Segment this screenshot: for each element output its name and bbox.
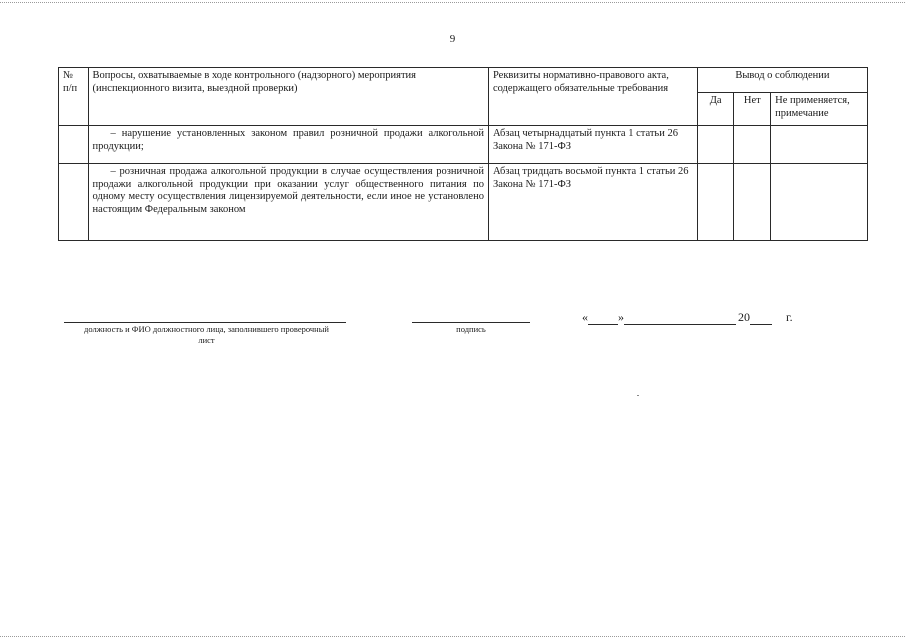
date-year-prefix: 20 (738, 310, 750, 324)
date-year-field[interactable] (750, 312, 772, 325)
header-num: № п/п (59, 68, 89, 126)
row-requisites: Абзац тридцать восьмой пункта 1 статьи 26 Закона № 171-ФЗ (488, 164, 697, 241)
table-row (59, 126, 868, 164)
position-line[interactable] (64, 322, 346, 323)
row-no-cell[interactable] (734, 126, 771, 164)
row-requisites: Абзац четырнадцатый пункта 1 статьи 26 Закона № 171-ФЗ (488, 126, 697, 164)
header-na: Не применяется, примечание (771, 93, 868, 126)
date-day-field[interactable] (588, 312, 618, 325)
date-year-suffix: г. (786, 310, 793, 324)
date-close-quote: » (618, 310, 624, 324)
table-header-row (59, 68, 868, 93)
row-no-cell[interactable] (734, 164, 771, 241)
bottom-scan-edge (0, 636, 905, 637)
position-caption: должность и ФИО должностного лица, заполнившего проверочный лист (84, 324, 329, 345)
signature-caption: подпись (456, 324, 486, 334)
date-open-quote: « (582, 310, 588, 324)
row-question: – нарушение установленных законом правил розничной продажи алкогольной продукции; (88, 126, 488, 164)
header-question: Вопросы, охватываемые в ходе контрольного (надзорного) мероприятия (инспекционного визита, выездной проверки) (88, 68, 488, 126)
page-number: 9 (449, 33, 456, 45)
signature-line[interactable] (412, 322, 530, 323)
row-na-cell[interactable] (771, 126, 868, 164)
date-line (582, 310, 793, 325)
row-num-cell (59, 164, 89, 241)
row-yes-cell[interactable] (697, 164, 734, 241)
checklist-table (58, 67, 868, 241)
row-na-cell[interactable] (771, 164, 868, 241)
table-row (59, 164, 868, 241)
date-month-field[interactable] (624, 312, 736, 325)
row-num-cell (59, 126, 89, 164)
header-no: Нет (734, 93, 771, 126)
header-yes: Да (697, 93, 734, 126)
header-requisites: Реквизиты нормативно-правового акта, содержащего обязательные требования (488, 68, 697, 126)
scan-speck (637, 395, 639, 396)
header-conclusion: Вывод о соблюдении (697, 68, 867, 93)
row-question: – розничная продажа алкогольной продукции в случае осуществления розничной продажи алкогольной продукции при оказании услуг общественного питания по одному месту осуществления лицензируемой деятельности, если иное не установлено настоящим Федеральным законом (88, 164, 488, 241)
row-yes-cell[interactable] (697, 126, 734, 164)
top-scan-edge (0, 2, 905, 3)
